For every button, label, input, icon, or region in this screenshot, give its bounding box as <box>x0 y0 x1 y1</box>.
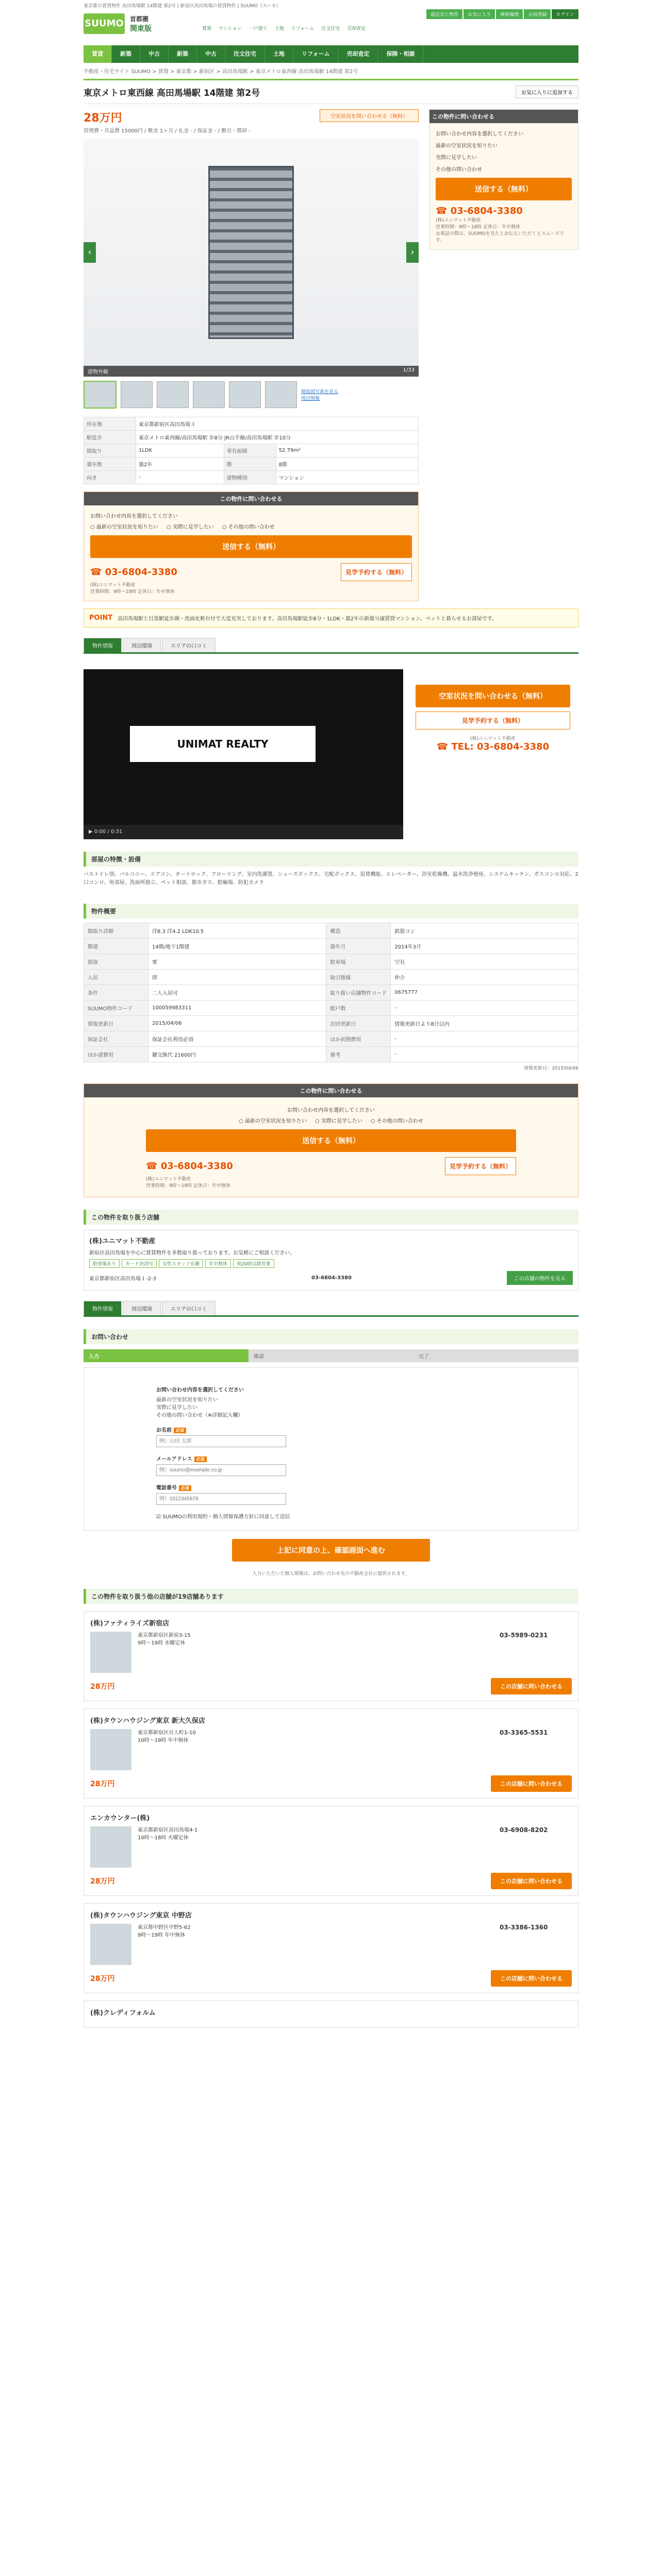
shop-name[interactable]: (株)タウンハウジング東京 中野店 <box>90 1912 192 1920</box>
tel-input[interactable] <box>156 1493 286 1505</box>
add-favorite-button[interactable]: お気に入りに追加する <box>516 86 578 98</box>
page-title: 東京メトロ東西線 高田馬場駅 14階建 第2号 <box>84 88 260 98</box>
name-input[interactable] <box>156 1435 286 1447</box>
photo-caption: 建物外観 1/33 <box>84 366 419 377</box>
video-inquiry-button[interactable]: 空室状況を問い合わせる（無料） <box>416 685 570 707</box>
shop-price: 28万円 <box>90 1780 115 1788</box>
vacancy-inquiry-button[interactable]: 空室状況を問い合わせる（無料） <box>320 109 419 122</box>
surroundings-link[interactable]: 周辺情報 <box>301 396 320 401</box>
utility-bar <box>426 9 578 19</box>
other-shops-heading: この物件を取り扱う他の店舗が19店舗あります <box>84 1589 578 1604</box>
detail-heading: 物件概要 <box>84 904 578 919</box>
features-heading: 部屋の特徴・設備 <box>84 852 578 867</box>
nav-tab-chintai[interactable]: 賃貸 <box>84 45 112 63</box>
rent-price: 28万円 <box>84 112 122 125</box>
company-address: 東京都新宿区高田馬場１-2-3 <box>89 1276 156 1282</box>
form-heading: お問い合わせ <box>84 1329 578 1344</box>
next-photo-icon[interactable]: › <box>406 242 419 263</box>
company-tags <box>89 1259 573 1268</box>
shop-name[interactable]: (株)クレディフォルム <box>90 2009 156 2017</box>
shop-price: 28万円 <box>90 1877 115 1886</box>
shop-inquiry-button[interactable]: この店舗に問い合わせる <box>491 1970 572 1987</box>
shop-phone[interactable]: 03-3365-5531 <box>500 1729 548 1736</box>
option-radio[interactable]: ○ 最新の空室状況を知りたい <box>239 1116 307 1124</box>
side-option[interactable]: 実際に見学したい <box>436 155 477 161</box>
detail-tabs-2 <box>84 1301 578 1317</box>
step-input: 入力 <box>84 1349 249 1362</box>
option-radio[interactable]: ○ 実際に見学したい <box>167 522 214 530</box>
privacy-note: 入力いただいた個人情報は、お問い合わせ先の不動産会社に提供されます。 <box>252 1571 410 1577</box>
video-brand: UNIMAT REALTY <box>130 726 316 762</box>
shop-photo <box>90 1632 131 1673</box>
shop-inquiry-button[interactable]: この店舗に問い合わせる <box>491 1678 572 1694</box>
site-header <box>84 9 578 45</box>
region-switch[interactable]: 首都圏 関東版 <box>130 15 152 33</box>
history-link[interactable]: 検索履歴 <box>496 9 523 19</box>
quicklink[interactable]: 土地 <box>274 26 284 31</box>
nav-tab[interactable]: 新築 <box>112 45 140 63</box>
form-steps <box>84 1349 578 1362</box>
form-option[interactable]: 実際に見学したい <box>156 1405 197 1411</box>
nav-tab[interactable]: 注文住宅 <box>225 45 265 63</box>
overview-main <box>84 109 419 601</box>
step-confirm: 確認 <box>249 1349 413 1362</box>
thumb-links <box>301 388 338 401</box>
overview-columns <box>84 109 578 601</box>
quicklink[interactable]: リフォーム <box>291 26 315 31</box>
inquiry-box: この物件に問い合わせる お問い合わせ内容を選択してください ○ 最新の空室状況を知りたい ○ 実際に見学したい ○ その他の問い合わせ 送信する（無料） ☎ 03-6804-3380 見学予約する（無料） (株)ユニマット不動産 営業時間：9時～18時 定休日：年中無休 <box>84 492 419 601</box>
company-listings-button[interactable]: この店舗の物件を見る <box>507 1271 573 1285</box>
price-details: 管理費・共益費 15000円 / 敷金 1ヶ月 / 礼金 - / 保証金 - / 敷引・償却 - <box>84 128 251 134</box>
company-phone[interactable]: 03-6804-3380 <box>311 1275 352 1281</box>
point-box: POINT 高田馬場駅と目黒駅徒歩圏・洗面化粧台付で大変充実しております。高田馬場駅徒歩8分・1LDK・築2年の新築分譲賃貸マンション。ペットと暮らせるお部屋です。 <box>84 608 578 628</box>
register-link[interactable]: 会員登録 <box>524 9 551 19</box>
form-option[interactable]: その他の問い合わせ（※詳細記入欄） <box>156 1413 243 1418</box>
thumbnail[interactable] <box>265 381 297 408</box>
shop-name[interactable]: (株)タウンハウジング東京 新大久保店 <box>90 1717 205 1725</box>
update-note: 情報更新日：2015/04/06 <box>524 1066 578 1071</box>
nav-tab[interactable]: 中古 <box>197 45 225 63</box>
thumbnail[interactable] <box>229 381 261 408</box>
detail-table: 間取り詳細 洋8.3 洋4.2 LDK10.5 構造 鉄筋コン 階建 14階/地下1階建 築年月 2014年3月 損保 要 駐車場 空有 入居 即 取引態様 仲介 条件 二人入居可 取り扱い店舗物件コード 0675777 SUUMO物件コード 100059983311 総戸数 - 情報更新日 2015/04/06 次回更新日 情報更新日より8日以内 保証会社 保証会社利用必須 ほか初期費用 - ほか諸費用 鍵交換代 21600円 備考 - <box>84 923 578 1062</box>
inquiry-type-field: お問い合わせ内容を選択してください 最新の空室状況を知りたい 実際に見学したい その他の問い合わせ（※詳細記入欄） <box>156 1385 506 1418</box>
company-tag: 駐車場あり <box>89 1259 120 1268</box>
visit-reserve-button[interactable]: 見学予約する（無料） <box>445 1157 516 1175</box>
nav-tab[interactable]: 売却査定 <box>338 45 378 63</box>
shop-name[interactable]: (株)ファティライズ新宿店 <box>90 1620 170 1628</box>
company-tag: 女性スタッフ在籍 <box>159 1259 203 1268</box>
tab-reviews[interactable]: エリアの口コミ <box>162 1301 216 1315</box>
option-radio[interactable]: ○ その他の問い合わせ <box>222 522 275 530</box>
video-visit-button[interactable]: 見学予約する（無料） <box>416 711 570 730</box>
shop-card: (株)タウンハウジング東京 中野店 東京都中野区中野5-62 9時～19時 年中無休 03-3386-1360 28万円 この店舗に問い合わせる <box>84 1903 578 1993</box>
favorites-link[interactable]: お気に入り <box>464 9 495 19</box>
thumbnail[interactable] <box>84 381 117 409</box>
company-tag: カード決済可 <box>122 1259 157 1268</box>
suumo-logo[interactable]: SUUMO <box>84 13 125 34</box>
thumbnail[interactable] <box>193 381 225 408</box>
page-tagline: 東京都の賃貸物件 高田馬場駅 14階建 第2号 | 新宿区高田馬場の賃貸物件 | SUUMO（スーモ） <box>84 4 281 9</box>
shop-photo <box>90 1826 131 1868</box>
quicklink[interactable]: 売却査定 <box>347 26 366 31</box>
side-send-button[interactable]: 送信する（無料） <box>436 178 572 200</box>
shop-phone[interactable]: 03-5989-0231 <box>500 1632 548 1639</box>
detail-tabs <box>84 638 578 654</box>
company-name[interactable]: (株)ユニマット不動産 <box>89 1238 156 1245</box>
company-tag: 年中無休 <box>205 1259 231 1268</box>
sidebar-inquiry: この物件に問い合わせる お問い合わせ内容を選択してください 最新の空室状況を知りたい 実際に見学したい その他の問い合わせ 送信する（無料） ☎ 03-6804-3380 (株)ユニマット不動産 営業時間：9時～18時 定休日：年中無休 お電話の際は、SUUMOを見たとお伝えいただくとスムーズです。 <box>429 109 578 250</box>
send-inquiry-button[interactable]: 送信する（無料） <box>90 535 412 558</box>
shop-inquiry-button[interactable]: この店舗に問い合わせる <box>491 1775 572 1792</box>
main-photo[interactable] <box>84 139 419 366</box>
shop-phone[interactable]: 03-3386-1360 <box>500 1924 548 1931</box>
sidebar <box>429 109 578 601</box>
shop-card <box>84 2001 578 2028</box>
inquiry-form <box>84 1367 578 1531</box>
shop-phone[interactable]: 03-6908-8202 <box>500 1826 548 1834</box>
building-image <box>208 166 294 339</box>
email-field: メールアドレス 必須 例）suumo@example.co.jp <box>156 1454 506 1476</box>
video-player[interactable] <box>84 669 403 839</box>
shop-photo <box>90 1729 131 1770</box>
quick-links <box>202 25 578 31</box>
email-input[interactable] <box>156 1464 286 1476</box>
main-nav <box>84 45 578 63</box>
side-option[interactable]: その他の問い合わせ <box>436 167 482 173</box>
quicklink[interactable]: 賃貸 <box>202 26 212 31</box>
tab-surroundings[interactable]: 周辺環境 <box>123 1301 161 1315</box>
option-radio[interactable]: ○ 実際に見学したい <box>315 1116 362 1124</box>
shop-inquiry-button[interactable]: この店舗に問い合わせる <box>491 1873 572 1889</box>
nav-tab[interactable]: 中古 <box>140 45 169 63</box>
shop-photo <box>90 1924 131 1965</box>
name-field: お名前 必須 例）山田 太郎 <box>156 1426 506 1447</box>
quicklink[interactable]: 注文住宅 <box>321 26 340 31</box>
video-section <box>84 669 578 839</box>
inquiry-options <box>90 522 412 530</box>
company-tag: 夜20時以降営業 <box>233 1259 274 1268</box>
video-side: 空室状況を問い合わせる（無料） 見学予約する（無料） (株)ユニマット不動産 ☎ TEL: 03-6804-3380 <box>416 669 570 839</box>
confirm-button[interactable]: 上記に同意の上、確認画面へ進む <box>232 1539 430 1562</box>
nav-tab[interactable]: 保険・相談 <box>378 45 423 63</box>
spec-table: 所在地 東京都新宿区高田馬場３ 駅徒歩 東京メトロ東西線/高田馬場駅 歩8分 JR山手線/高田馬場駅 歩10分 間取り 1LDK 専有面積 52.79m² 築年数 築2年 階 8階 向き - 建物種別 マンション <box>84 417 419 484</box>
shop-card: エンカウンター(株) 東京都新宿区高田馬場4-1 10時～18時 火曜定休 03-6908-8202 28万円 この店舗に問い合わせる <box>84 1806 578 1896</box>
recent-viewed-link[interactable]: 最近見た物件 <box>426 9 462 19</box>
nav-tab[interactable]: 土地 <box>265 45 293 63</box>
side-phone[interactable]: ☎ 03-6804-3380 <box>436 206 572 216</box>
tab-property[interactable]: 物件情報 <box>84 1301 122 1315</box>
step-complete: 完了 <box>413 1349 578 1362</box>
send-inquiry-button[interactable]: 送信する（無料） <box>146 1129 516 1152</box>
breadcrumb[interactable]: 不動産・住宅サイト SUUMO > 賃貸 > 東京都 > 新宿区 > 高田馬場駅 > 東京メトロ東西線 高田馬場駅 14階建 第2号 <box>84 69 358 75</box>
consent-checkbox[interactable]: ☑ SUUMOの利用規約・個人情報保護方針に同意して送信 <box>156 1514 290 1520</box>
thumbnail[interactable] <box>121 381 153 408</box>
inquiry-options <box>146 1116 516 1124</box>
phone-number[interactable]: ☎ 03-6804-3380 <box>90 567 177 578</box>
shop-name[interactable]: エンカウンター(株) <box>90 1815 150 1822</box>
shop-price: 28万円 <box>90 1975 115 1983</box>
visit-reserve-button[interactable]: 見学予約する（無料） <box>341 563 412 581</box>
video-phone[interactable]: ☎ TEL: 03-6804-3380 <box>416 741 570 752</box>
floorplan-link[interactable]: 間取図写真を見る <box>301 389 339 395</box>
thumbnail[interactable] <box>157 381 189 408</box>
side-option[interactable]: 最新の空室状況を知りたい <box>436 143 498 149</box>
form-option[interactable]: 最新の空室状況を知りたい <box>156 1397 218 1403</box>
title-bar <box>84 79 578 104</box>
shop-price: 28万円 <box>90 1683 115 1691</box>
option-radio[interactable]: ○ その他の問い合わせ <box>371 1116 423 1124</box>
features-text: バストイレ別、バルコニー、エアコン、オートロック、フローリング、室内洗濯置、シューズボックス、宅配ボックス、追焚機能、エレベーター、浴室乾燥機、温水洗浄便座、システムキッチン、ガスコンロ対応、2口コンロ、角部屋、洗面所独立、ペット相談、都市ガス、駐輪場、防犯カメラ <box>84 872 578 886</box>
photo-counter: 1/33 <box>403 367 415 373</box>
video-controls[interactable]: ▶ 0:00 / 0:31 <box>84 825 403 839</box>
thumbnail-strip <box>84 377 419 413</box>
shop-card: (株)タウンハウジング東京 新大久保店 東京都新宿区百人町1-10 10時～19時 年中無休 03-3365-5531 28万円 この店舗に問い合わせる <box>84 1708 578 1799</box>
inquiry-box-2: この物件に問い合わせる お問い合わせ内容を選択してください ○ 最新の空室状況を知りたい ○ 実際に見学したい ○ その他の問い合わせ 送信する（無料） ☎ 03-6804-3380 見学予約する（無料） (株)ユニマット不動産 営業時間：9時～18時 定休日：年中無休 <box>84 1083 578 1197</box>
company-card: (株)ユニマット不動産 新宿区高田馬場を中心に賃貸物件を多数取り扱っております。お気軽にご相談ください。 駐車場あり カード決済可 女性スタッフ在籍 年中無休 夜20時以降営業 東京都新宿区高田馬場１-2-3 03-6804-3380 この店舗の物件を見る <box>84 1230 578 1291</box>
tab-property[interactable]: 物件情報 <box>84 638 122 652</box>
nav-tab[interactable]: リフォーム <box>293 45 338 63</box>
quicklink[interactable]: マンション <box>219 26 242 31</box>
nav-tab[interactable]: 新築 <box>169 45 197 63</box>
prev-photo-icon[interactable]: ‹ <box>84 242 96 263</box>
shop-card: (株)ファティライズ新宿店 東京都新宿区新宿3-15 9時～19時 水曜定休 03-5989-0231 28万円 この店舗に問い合わせる <box>84 1611 578 1701</box>
phone-number[interactable]: ☎ 03-6804-3380 <box>146 1161 233 1172</box>
company-heading: この物件を取り扱う店舗 <box>84 1210 578 1225</box>
tab-surroundings[interactable]: 周辺環境 <box>123 638 161 652</box>
tab-reviews[interactable]: エリアの口コミ <box>162 638 216 652</box>
quicklink[interactable]: 一戸建て <box>249 26 268 31</box>
tel-field: 電話番号 必須 例）0312345678 <box>156 1483 506 1505</box>
option-radio[interactable]: ○ 最新の空室状況を知りたい <box>90 522 158 530</box>
login-button[interactable]: ログイン <box>552 9 578 19</box>
